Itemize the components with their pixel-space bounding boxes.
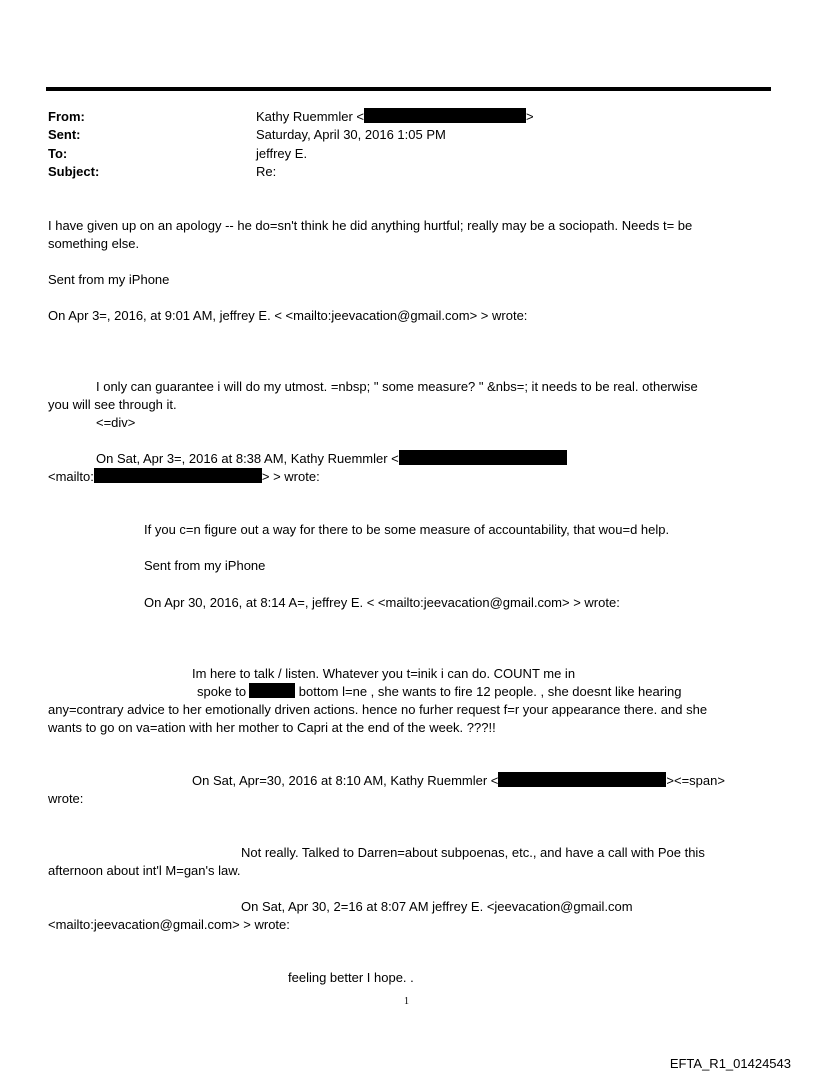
body-paragraph-5-line-1: Not really. Talked to Darren=about subpoenas, etc., and have a call with Poe this [241, 845, 705, 860]
body-paragraph-4-line-1: Im here to talk / listen. Whatever you t=inik i can do. COUNT me in [192, 666, 576, 681]
sent-label: Sent: [48, 127, 81, 142]
redaction-box [94, 468, 262, 483]
body-paragraph-3: If you c=n figure out a way for there to be some measure of accountability, that wou=d help. [144, 522, 670, 537]
quote-header-3: On Apr 30, 2016, at 8:14 A=, jeffrey E. < <mailto:jeevacation@gmail.com> > wrote: [144, 595, 620, 610]
quote-header-2-line-2 [48, 468, 320, 485]
body-paragraph-6: feeling better I hope. . [288, 970, 414, 985]
wrote-suffix: > > wrote: [261, 469, 320, 484]
quote-header-2-line-1 [96, 450, 567, 467]
subject-label: Subject: [48, 164, 100, 179]
div-artifact: <=div> [96, 415, 136, 430]
redaction-box [364, 108, 526, 123]
body-paragraph-1-line-1: I have given up on an apology -- he do=sn't think he did anything hurtful; really may be a sociopath. Needs t= be [48, 218, 693, 233]
redaction-box [498, 772, 666, 787]
to-label: To: [48, 146, 68, 161]
body-paragraph-5-line-2: afternoon about int'l M=gan's law. [48, 863, 241, 878]
sent-from-iphone-1: Sent from my iPhone [48, 272, 170, 287]
to-value: jeffrey E. [256, 146, 308, 161]
from-value [256, 108, 534, 125]
quote-header-1: On Apr 3=, 2016, at 9:01 AM, jeffrey E. < <mailto:jeevacation@gmail.com> > wrote: [48, 308, 528, 323]
document-id: EFTA_R1_01424543 [669, 1056, 791, 1071]
mailto-prefix: <mailto: [48, 469, 94, 484]
quote-header-4-line-1 [192, 772, 725, 789]
from-close: > [526, 109, 534, 124]
bottom-line-text: bottom l=ne , she wants to fire 12 people. , she doesnt like hearing [295, 684, 682, 699]
redaction-box [249, 683, 295, 698]
sent-from-iphone-2: Sent from my iPhone [144, 558, 266, 573]
spoke-to-text: spoke to [197, 684, 247, 699]
quote-header-4-line-2: wrote: [48, 791, 84, 806]
body-paragraph-1-line-2: something else. [48, 236, 140, 251]
header-divider [46, 87, 771, 91]
quote-header-4-text: On Sat, Apr=30, 2016 at 8:10 AM, Kathy Ruemmler < [192, 773, 499, 788]
from-name: Kathy Ruemmler < [256, 109, 365, 124]
body-paragraph-2-line-1: I only can guarantee i will do my utmost. =nbsp; " some measure? " &nbs=; it needs to be real. otherwise [96, 379, 698, 394]
redaction-box [399, 450, 567, 465]
span-artifact: ><=span> [666, 773, 725, 788]
quote-header-2-text: On Sat, Apr 3=, 2016 at 8:38 AM, Kathy Ruemmler < [96, 451, 399, 466]
body-paragraph-4-line-2 [197, 683, 681, 700]
body-paragraph-2-line-2: you will see through it. [48, 397, 177, 412]
quote-header-5-line-1: On Sat, Apr 30, 2=16 at 8:07 AM jeffrey E. <jeevacation@gmail.com [241, 899, 633, 914]
body-paragraph-4-line-4: wants to go on va=ation with her mother to Capri at the end of the week. ???!! [48, 720, 496, 735]
from-label: From: [48, 109, 85, 124]
sent-value: Saturday, April 30, 2016 1:05 PM [256, 127, 446, 142]
page-number: 1 [404, 996, 409, 1007]
quote-header-5-line-2: <mailto:jeevacation@gmail.com> > wrote: [48, 917, 290, 932]
subject-value: Re: [256, 164, 277, 179]
body-paragraph-4-line-3: any=contrary advice to her emotionally driven actions. hence no furher request f=r your appearance there. and she [48, 702, 708, 717]
